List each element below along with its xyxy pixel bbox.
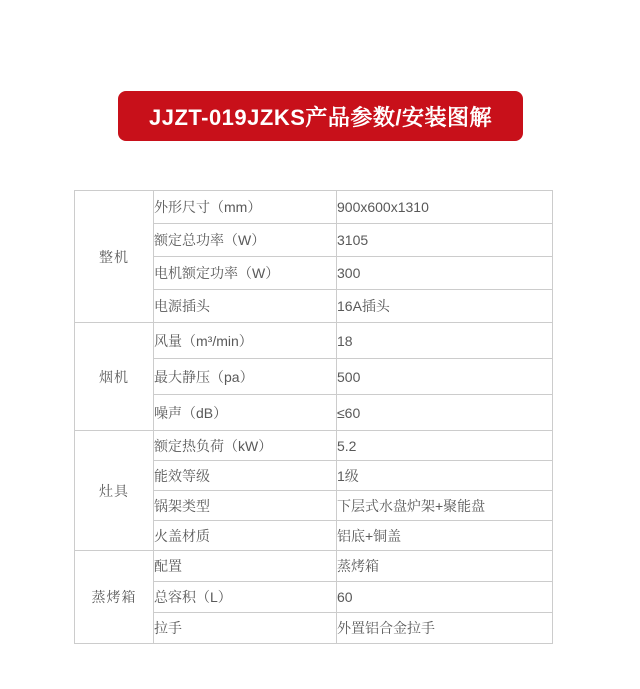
spec-value: 下层式水盘炉架+聚能盘 xyxy=(337,491,553,521)
spec-table xyxy=(74,190,553,644)
spec-value: 300 xyxy=(337,257,553,290)
spec-label: 风量（m³/min） xyxy=(154,323,337,359)
table-row xyxy=(75,551,553,582)
spec-label: 拉手 xyxy=(154,613,337,644)
spec-label: 电机额定功率（W） xyxy=(154,257,337,290)
spec-label: 能效等级 xyxy=(154,461,337,491)
spec-value: 60 xyxy=(337,582,553,613)
spec-value: ≤60 xyxy=(337,395,553,431)
spec-value: 900x600x1310 xyxy=(337,191,553,224)
section-label-3: 蒸烤箱 xyxy=(75,551,154,644)
table-row xyxy=(75,323,553,359)
spec-label: 火盖材质 xyxy=(154,521,337,551)
section-label-1: 烟机 xyxy=(75,323,154,431)
spec-value: 铝底+铜盖 xyxy=(337,521,553,551)
spec-value: 18 xyxy=(337,323,553,359)
spec-label: 总容积（L） xyxy=(154,582,337,613)
table-row xyxy=(75,431,553,461)
spec-value: 5.2 xyxy=(337,431,553,461)
spec-label: 配置 xyxy=(154,551,337,582)
spec-value: 16A插头 xyxy=(337,290,553,323)
spec-value: 3105 xyxy=(337,224,553,257)
spec-value: 蒸烤箱 xyxy=(337,551,553,582)
spec-value: 外置铝合金拉手 xyxy=(337,613,553,644)
section-label-0: 整机 xyxy=(75,191,154,323)
section-label-2: 灶具 xyxy=(75,431,154,551)
spec-label: 噪声（dB） xyxy=(154,395,337,431)
spec-table-body xyxy=(75,191,553,644)
spec-label: 额定热负荷（kW） xyxy=(154,431,337,461)
spec-label: 锅架类型 xyxy=(154,491,337,521)
spec-label: 电源插头 xyxy=(154,290,337,323)
product-title-banner: JJZT-019JZKS产品参数/安装图解 xyxy=(118,91,523,141)
spec-label: 最大静压（pa） xyxy=(154,359,337,395)
spec-value: 500 xyxy=(337,359,553,395)
spec-value: 1级 xyxy=(337,461,553,491)
table-row xyxy=(75,191,553,224)
spec-label: 额定总功率（W） xyxy=(154,224,337,257)
spec-label: 外形尺寸（mm） xyxy=(154,191,337,224)
